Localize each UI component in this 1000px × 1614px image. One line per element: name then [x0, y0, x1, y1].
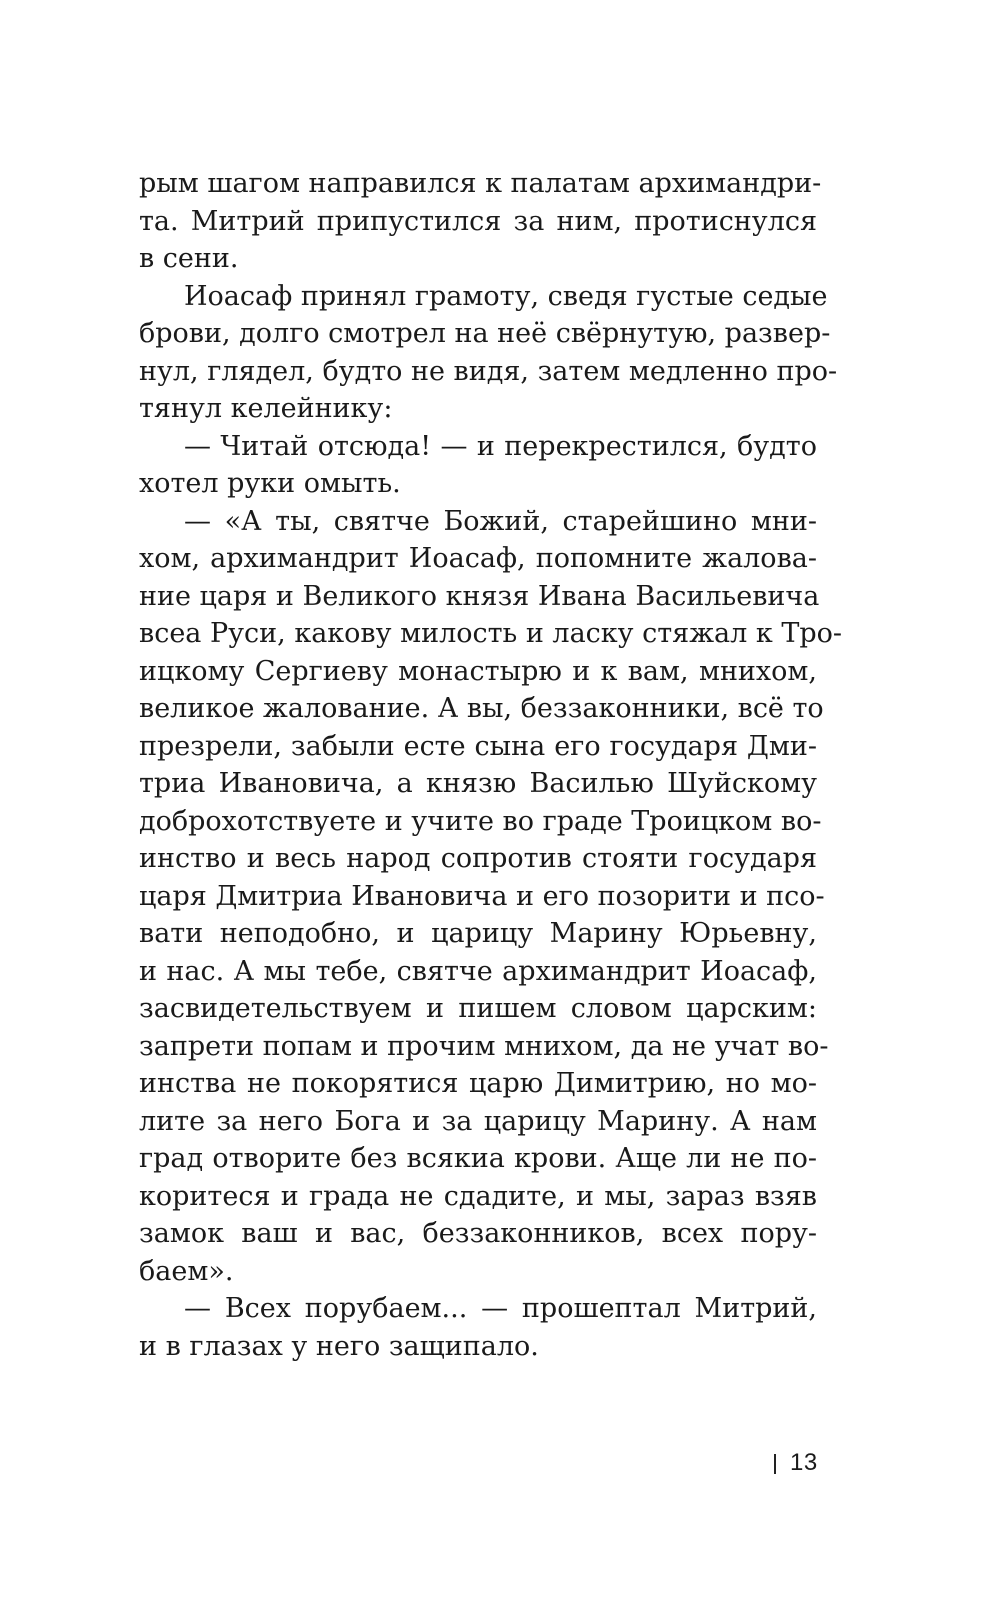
- text-line: запрети попам и прочим мнихом, да не учат во-: [139, 1030, 829, 1062]
- text-line: нул, глядел, будто не видя, затем медленно про-: [139, 355, 838, 387]
- text-line: град отворите без всякиа крови. Аще ли не по-: [139, 1143, 817, 1174]
- text-line: тянул келейнику:: [139, 393, 393, 424]
- text-line: и нас. А мы тебе, святче архимандрит Иоасаф,: [139, 955, 817, 987]
- text-line: великое жалование. А вы, беззаконники, всё то: [139, 693, 824, 724]
- text-line: та. Митрий припустился за ним, протиснулся: [139, 205, 817, 237]
- text-line: и в глазах у него защипало.: [139, 1330, 539, 1362]
- text-line: триа Ивановича, а князю Василью Шуйскому: [139, 768, 817, 799]
- text-line: лите за него Бога и за царицу Марину. А нам: [139, 1105, 817, 1137]
- text-line: инство и весь народ сопротив стояти государя: [139, 843, 817, 874]
- text-line: хотел руки омыть.: [139, 468, 401, 499]
- text-line: презрели, забыли есте сына его государя Дми-: [139, 730, 817, 762]
- text-line: — Читай отсюда! — и перекрестился, будто: [184, 430, 817, 462]
- text-line: царя Дмитриа Ивановича и его позорити и псо-: [139, 880, 825, 912]
- text-line: вати неподобно, и царицу Марину Юрьевну,: [139, 918, 817, 949]
- text-line: инства не покорятися царю Димитрию, но мо-: [139, 1068, 817, 1099]
- text-line: ние царя и Великого князя Ивана Васильевича: [139, 580, 820, 612]
- page-number: 13: [790, 1449, 818, 1476]
- text-line: замок ваш и вас, беззаконников, всех пору-: [139, 1218, 817, 1249]
- text-line: засвидетельствуем и пишем словом царским:: [139, 993, 817, 1024]
- text-line: ицкому Сергиеву монастырю и к вам, мнихом,: [139, 655, 817, 687]
- text-line: баем».: [139, 1255, 234, 1287]
- text-line: — Всех порубаем... — прошептал Митрий,: [184, 1293, 817, 1324]
- text-line: хом, архимандрит Иоасаф, попомните жалова-: [139, 543, 817, 574]
- text-line: — «А ты, святче Божий, старейшино мни-: [184, 505, 817, 537]
- text-line: рым шагом направился к палатам архимандри-: [139, 168, 822, 199]
- text-line: доброхотствуете и учите во граде Троицком во-: [139, 805, 822, 837]
- text-line: в сени.: [139, 243, 239, 274]
- text-line: коритеся и града не сдадите, и мы, зараз взяв: [139, 1180, 817, 1212]
- text-line: всеа Руси, какову милость и ласку стяжал к Тро-: [139, 618, 843, 649]
- text-line: брови, долго смотрел на неё свёрнутую, развер-: [139, 318, 831, 349]
- body-text: [139, 165, 843, 1365]
- text-line: Иоасаф принял грамоту, сведя густые седые: [184, 280, 828, 312]
- page-footer: [700, 1448, 820, 1488]
- footer-divider: [774, 1454, 776, 1474]
